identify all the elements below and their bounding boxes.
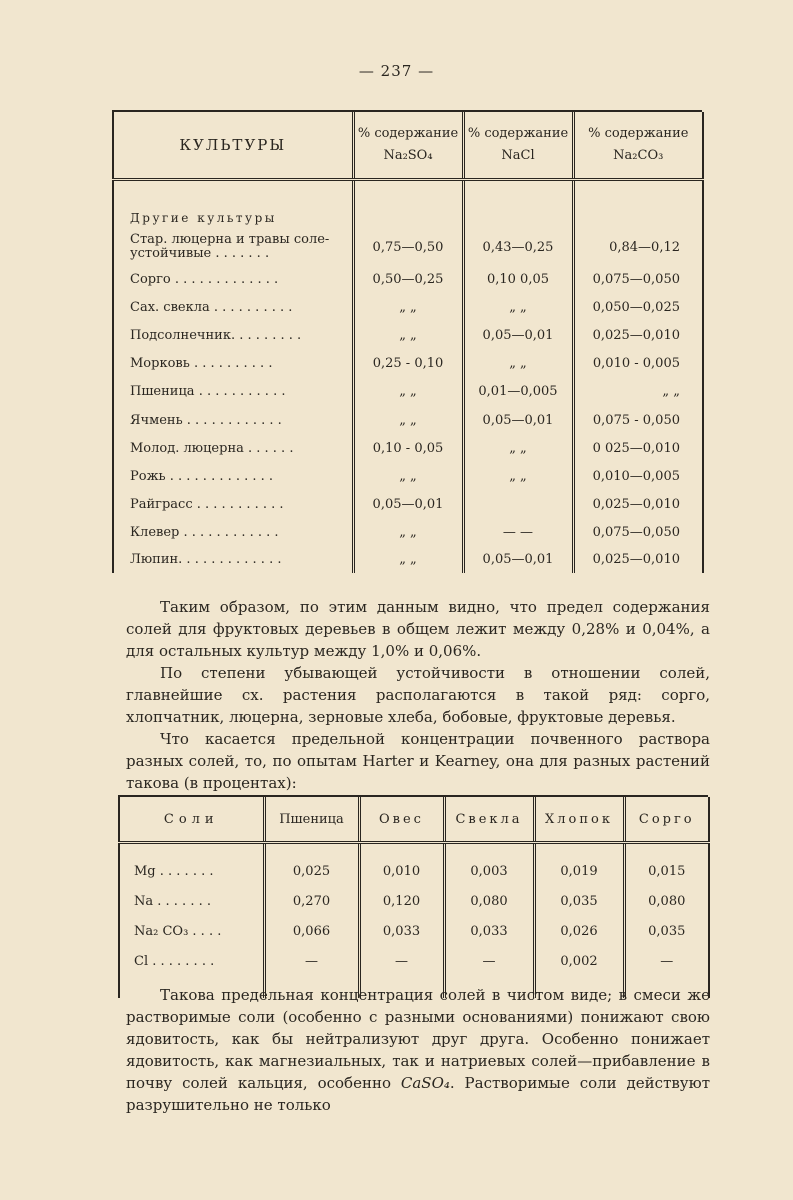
header-salts: Соли (119, 797, 264, 843)
cell-na2so4: „ „ (353, 519, 463, 547)
header-nacl-line1: % содержание (467, 126, 569, 141)
cell-na2so4: 0,50—0,25 (353, 265, 463, 293)
table-row (113, 547, 703, 573)
table-row (119, 946, 709, 976)
cell-na2co3: 0,025—0,010 (573, 321, 703, 349)
cell-value: 0,120 (359, 886, 444, 916)
row-name: Рожь . . . . . . . . . . . . . (113, 462, 353, 490)
cell-value: 0,025 (264, 843, 359, 887)
cell-na2so4: „ „ (353, 406, 463, 434)
row-name: Na . . . . . . . (119, 886, 264, 916)
cell-nacl: „ „ (463, 462, 573, 490)
table-row (113, 321, 703, 349)
row-name: Люпин. . . . . . . . . . . . . (113, 547, 353, 573)
header-sorghum: Сорго (624, 797, 709, 843)
paragraph-2: По степени убывающей устойчивости в отношении солей, главнейшие сх. растения располагаются в такой ряд: сорго, хлопчатник, люцерна, зерновые хлеба, бобовые, фруктовые деревья. (126, 664, 710, 726)
row-name: Сах. свекла . . . . . . . . . . (113, 293, 353, 321)
cell-na2so4: „ „ (353, 293, 463, 321)
header-nacl-line2: NaCl (501, 148, 535, 163)
cell-nacl: 0,10 0,05 (463, 265, 573, 293)
paragraph-4-text-end: . Растворимые соли действуют разрушительно не только (126, 1074, 710, 1114)
cell-na2so4: „ „ (353, 378, 463, 406)
table-row (119, 886, 709, 916)
cell-value: — (444, 946, 534, 976)
row-name: Молод. люцерна . . . . . . (113, 434, 353, 462)
cell-value: — (624, 946, 709, 976)
chem-formula: CaSO₄ (400, 1074, 450, 1092)
cell-na2co3: 0,84—0,12 (573, 229, 703, 265)
header-nacl (463, 112, 573, 180)
cell-value: 0,015 (624, 843, 709, 887)
cell-value: 0,019 (534, 843, 624, 887)
row-name: Морковь . . . . . . . . . . (113, 350, 353, 378)
row-name: Райграсс . . . . . . . . . . . (113, 491, 353, 519)
header-crops: КУЛЬТУРЫ (113, 112, 353, 180)
cell-na2co3: 0,075 - 0,050 (573, 406, 703, 434)
cell-value: 0,066 (264, 916, 359, 946)
salt-tolerance-table (112, 110, 702, 573)
header-na2so4-line1: % содержание (357, 126, 459, 141)
table-row (113, 293, 703, 321)
cell-na2co3: 0,050—0,025 (573, 293, 703, 321)
cell-value: 0,270 (264, 886, 359, 916)
row-name: Клевер . . . . . . . . . . . . (113, 519, 353, 547)
table-row (113, 406, 703, 434)
cell-nacl: 0,43—0,25 (463, 229, 573, 265)
cell-na2co3: 0,025—0,010 (573, 547, 703, 573)
cell-na2so4: 0,10 - 0,05 (353, 434, 463, 462)
table-row (119, 916, 709, 946)
table-row (113, 491, 703, 519)
cell-value: 0,002 (534, 946, 624, 976)
header-wheat: Пшеница (264, 797, 359, 843)
header-na2so4 (353, 112, 463, 180)
header-cotton: Хлопок (534, 797, 624, 843)
cell-na2so4: „ „ (353, 462, 463, 490)
cell-na2so4: 0,05—0,01 (353, 491, 463, 519)
page-number: — 237 — (358, 62, 435, 80)
table-row (113, 462, 703, 490)
row-name: Стар. люцерна и травы соле-устойчивые . . . . . . . (113, 229, 353, 265)
cell-na2so4: 0,25 - 0,10 (353, 350, 463, 378)
cell-na2co3: 0,025—0,010 (573, 491, 703, 519)
paragraph-1: Таким образом, по этим данным видно, что предел содержания солей для фруктовых деревьев в общем лежит между 0,28% и 0,04%, а для остальных культур между 1,0% и 0,06%. (126, 598, 710, 660)
table-row (113, 350, 703, 378)
cell-value: — (264, 946, 359, 976)
cell-nacl: 0,01—0,005 (463, 378, 573, 406)
row-name: Na₂ CO₃ . . . . (119, 916, 264, 946)
paragraph-4-text: Такова предельная концентрация солей в чистом виде; в смеси же растворимые соли (особенно с разными основаниями) понижают свою ядовитость, как бы нейтрализуют друг друга. Особенно понижает ядовитость, как магнезиальных, так и натриевых солей—прибавление в почву солей кальция, особенно (126, 986, 710, 1092)
row-name: Mg . . . . . . . (119, 843, 264, 887)
cell-na2co3: 0,010 - 0,005 (573, 350, 703, 378)
cell-value: 0,003 (444, 843, 534, 887)
cell-nacl: „ „ (463, 434, 573, 462)
cell-value: 0,080 (444, 886, 534, 916)
cell-na2co3: 0 025—0,010 (573, 434, 703, 462)
cell-na2co3: 0,075—0,050 (573, 265, 703, 293)
header-na2co3 (573, 112, 703, 180)
header-na2co3-line1: % содержание (588, 126, 689, 141)
table-row (119, 843, 709, 887)
cell-nacl: 0,05—0,01 (463, 321, 573, 349)
cell-nacl (463, 491, 573, 519)
cell-value: 0,033 (444, 916, 534, 946)
cell-na2co3: 0,075—0,050 (573, 519, 703, 547)
row-name: Подсолнечник. . . . . . . . . (113, 321, 353, 349)
cell-nacl: 0,05—0,01 (463, 547, 573, 573)
cell-nacl: — — (463, 519, 573, 547)
header-beet: Свекла (444, 797, 534, 843)
header-na2so4-line2: Na₂SO₄ (383, 148, 433, 163)
table-row (113, 519, 703, 547)
cell-na2co3: 0,010—0,005 (573, 462, 703, 490)
table-row (113, 434, 703, 462)
paragraph-4 (126, 984, 710, 1116)
row-name: Пшеница . . . . . . . . . . . (113, 378, 353, 406)
cell-nacl: „ „ (463, 293, 573, 321)
cell-nacl: „ „ (463, 350, 573, 378)
cell-nacl: 0,05—0,01 (463, 406, 573, 434)
cell-value: 0,026 (534, 916, 624, 946)
cell-na2so4: „ „ (353, 321, 463, 349)
cell-na2so4: „ „ (353, 547, 463, 573)
cell-na2co3: „ „ (573, 378, 703, 406)
section-heading: Другие культуры (113, 180, 353, 230)
cell-value: 0,080 (624, 886, 709, 916)
table-row (113, 378, 703, 406)
table-row (113, 229, 703, 265)
table-row (113, 265, 703, 293)
header-oats: Овес (359, 797, 444, 843)
cell-value: 0,035 (624, 916, 709, 946)
cell-value: 0,033 (359, 916, 444, 946)
salt-concentration-table (118, 795, 708, 998)
cell-na2so4: 0,75—0,50 (353, 229, 463, 265)
cell-value: 0,010 (359, 843, 444, 887)
row-name: Ячмень . . . . . . . . . . . . (113, 406, 353, 434)
row-name: Сорго . . . . . . . . . . . . . (113, 265, 353, 293)
cell-value: 0,035 (534, 886, 624, 916)
paragraph-3: Что касается предельной концентрации почвенного раствора разных солей, то, по опытам Harter и Kearney, она для разных растений такова (в процентах): (126, 730, 710, 792)
header-na2co3-line2: Na₂CO₃ (613, 148, 664, 163)
row-name: Cl . . . . . . . . (119, 946, 264, 976)
cell-value: — (359, 946, 444, 976)
